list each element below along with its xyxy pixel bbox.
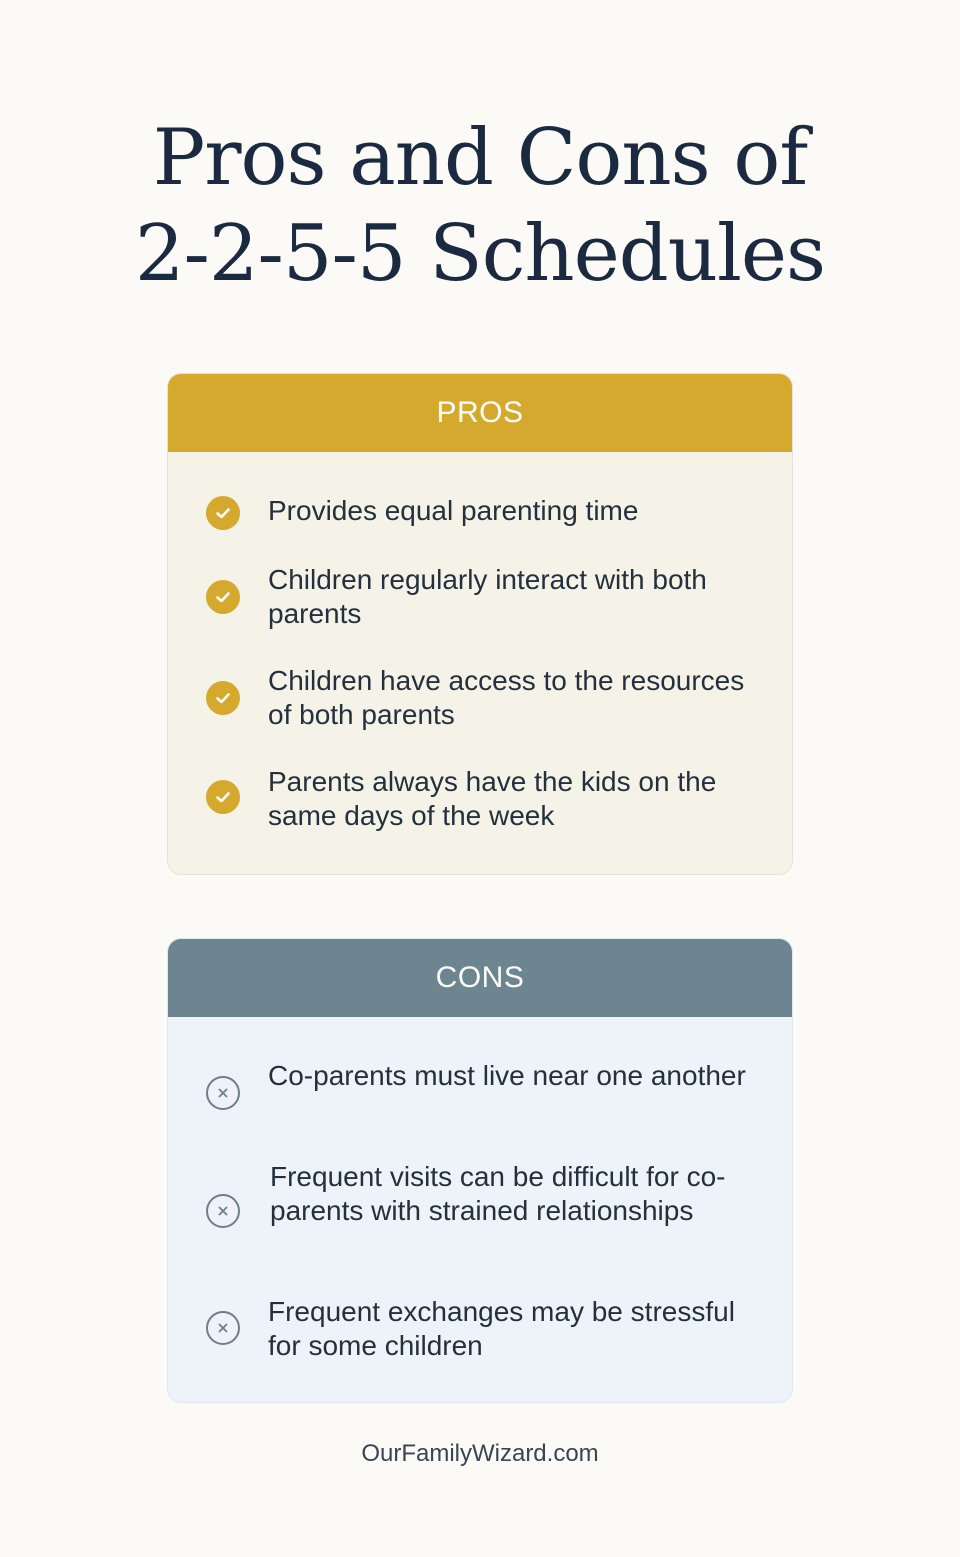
- pros-card: [167, 373, 793, 875]
- pros-header: PROS: [168, 374, 792, 452]
- check-circle-icon: [206, 681, 240, 715]
- footer-site-link[interactable]: OurFamilyWizard.com: [361, 1440, 599, 1467]
- pros-item-text: Children regularly interact with both parents: [268, 564, 707, 629]
- cons-header: CONS: [168, 939, 792, 1017]
- cons-list-item: [168, 1160, 793, 1262]
- cons-card: [167, 938, 793, 1403]
- pros-item-text: Parents always have the kids on the same days of the week: [268, 766, 717, 831]
- cons-list-item: [168, 1059, 793, 1127]
- pros-item-text: Children have access to the resources of both parents: [268, 665, 745, 730]
- check-circle-icon: [206, 780, 240, 814]
- check-circle-icon: [206, 496, 240, 530]
- cons-item-text: Frequent exchanges may be stressful for some children: [268, 1296, 735, 1361]
- x-circle-icon: [206, 1194, 240, 1228]
- check-circle-icon: [206, 580, 240, 614]
- page-title: [0, 110, 960, 302]
- pros-list-item: [168, 496, 793, 530]
- pros-list-item: [168, 563, 793, 631]
- cons-item-text: Co-parents must live near one another: [268, 1060, 746, 1091]
- pros-list-item: [168, 765, 793, 833]
- x-circle-icon: [206, 1311, 240, 1345]
- pros-list-item: [168, 664, 793, 732]
- page-title-line-2: 2-2-5-5 Schedules: [134, 209, 826, 299]
- cons-item-text: Frequent visits can be difficult for co-parents with strained relationships: [270, 1161, 726, 1226]
- cons-list-item: [168, 1295, 793, 1363]
- page-title-line-1: Pros and Cons of: [152, 113, 808, 203]
- x-circle-icon: [206, 1076, 240, 1110]
- pros-item-text: Provides equal parenting time: [268, 495, 639, 526]
